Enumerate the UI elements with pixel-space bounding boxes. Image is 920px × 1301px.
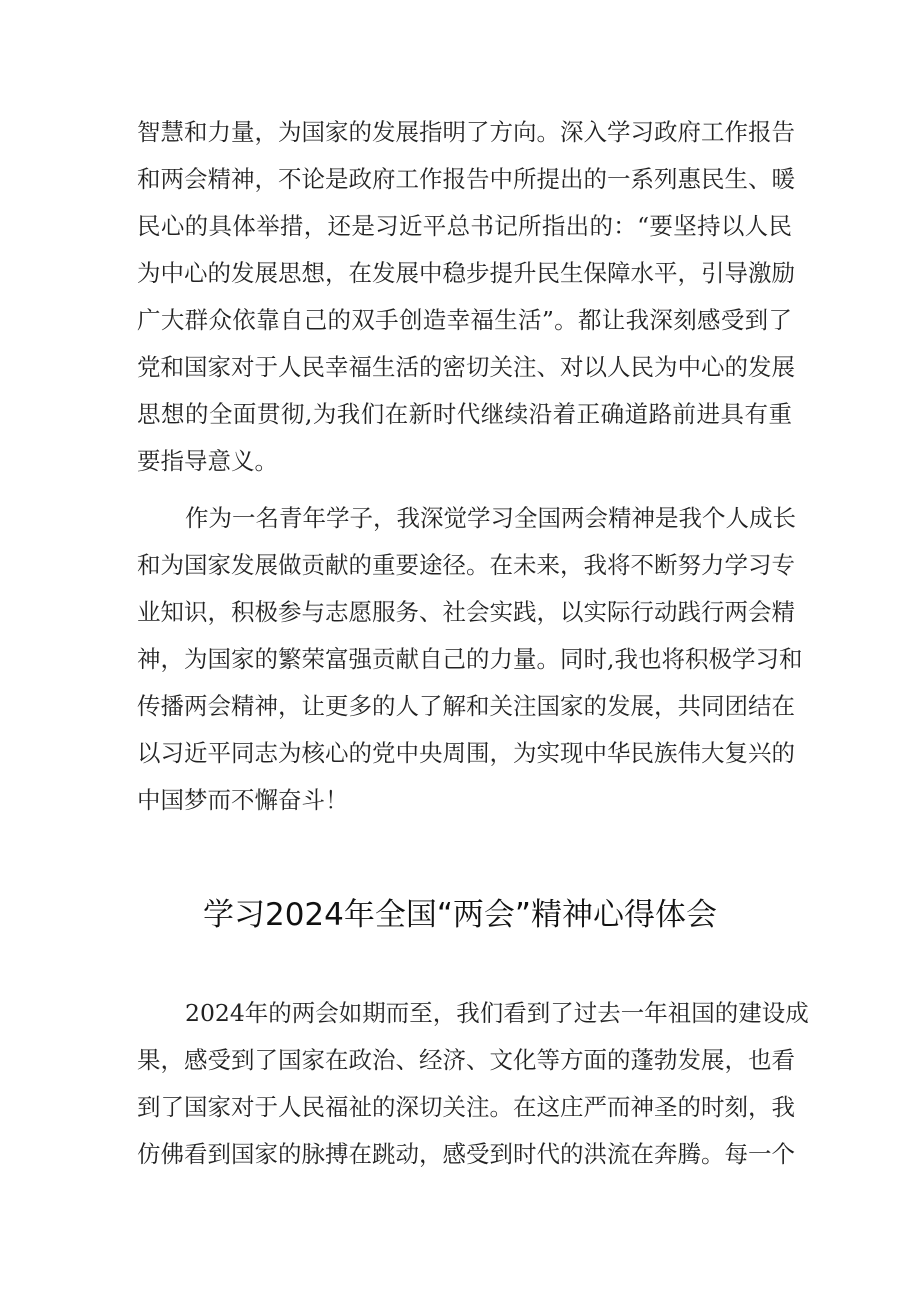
paragraph-line: 民心的具体举措，还是习近平总书记所指出的：“要坚持以人民 — [137, 212, 792, 240]
paragraph-line: 中国梦而不懈奋斗！ — [137, 786, 349, 814]
paragraph-line: 业知识，积极参与志愿服务、社会实践，以实际行动践行两会精 — [137, 598, 795, 626]
paragraph-line: 和两会精神，不论是政府工作报告中所提出的一系列惠民生、暖 — [137, 165, 795, 193]
paragraph-line: 和为国家发展做贡献的重要途径。在未来，我将不断努力学习专 — [137, 551, 795, 579]
paragraph-line: 广大群众依靠自己的双手创造幸福生活”。都让我深刻感受到了 — [137, 306, 792, 334]
paragraph-line: 智慧和力量，为国家的发展指明了方向。深入学习政府工作报告 — [137, 118, 795, 146]
paragraph-line: 党和国家对于人民幸福生活的密切关注、对以人民为中心的发展 — [137, 353, 795, 381]
paragraph-line: 为中心的发展思想，在发展中稳步提升民生保障水平，引导激励 — [137, 259, 795, 287]
paragraph-line: 以习近平同志为核心的党中央周围，为实现中华民族伟大复兴的 — [137, 739, 795, 767]
paragraph-line: 果，感受到了国家在政治、经济、文化等方面的蓬勃发展，也看 — [137, 1046, 795, 1074]
paragraph-line: 仿佛看到国家的脉搏在跳动，感受到时代的洪流在奔腾。每一个 — [137, 1140, 795, 1168]
article-title: 学习2024年全国“两会”精神心得体会 — [202, 897, 717, 933]
paragraph-line: 到了国家对于人民福祉的深切关注。在这庄严而神圣的时刻，我 — [137, 1093, 795, 1121]
paragraph-line: 2024年的两会如期而至，我们看到了过去一年祖国的建设成 — [185, 999, 809, 1027]
paragraph-line: 要指导意义。 — [137, 447, 278, 475]
paragraph-line: 思想的全面贯彻,为我们在新时代继续沿着正确道路前进具有重 — [137, 400, 792, 428]
paragraph-line: 神，为国家的繁荣富强贡献自己的力量。同时,我也将积极学习和 — [137, 645, 803, 673]
paragraph-line: 传播两会精神，让更多的人了解和关注国家的发展，共同团结在 — [137, 692, 795, 720]
paragraph-line: 作为一名青年学子，我深觉学习全国两会精神是我个人成长 — [185, 504, 796, 532]
